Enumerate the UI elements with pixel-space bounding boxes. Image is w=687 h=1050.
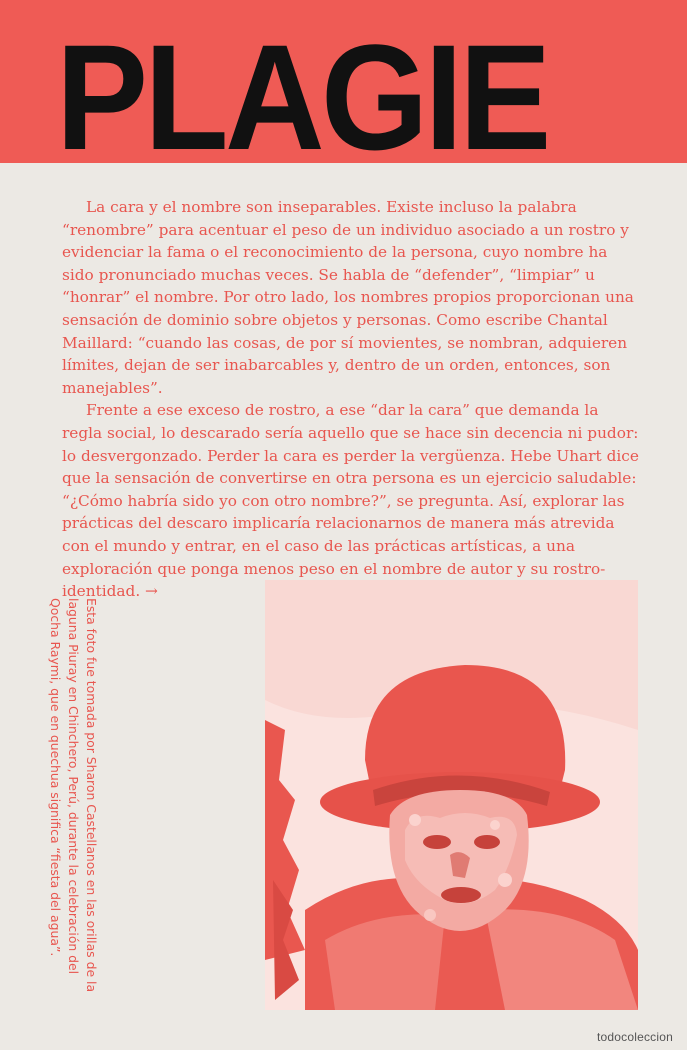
article-paragraph: Frente a ese exceso de rostro, a ese “dar la cara” que demanda la regla social, lo descarado sería aquello que se hace sin decencia ni pudor: lo desvergonzado. Perder la cara es perder la vergüenza. Hebe Uhart dice que la sensación de convertirse en otra persona es un ejercicio saludable: “¿Cómo habría sido yo con otro nombre?”, se pregunta. Así, explorar las prácticas del descaro implicaría relacionarnos de manera más atrevida con el mundo y entrar, en el caso de las prácticas artísticas, a una exploración que ponga menos peso en el nombre de autor y su rostro-identidad. → [62, 401, 639, 601]
article-body [62, 196, 642, 603]
masthead-title: PLAGIE [56, 13, 548, 181]
photo-masked-figure [265, 580, 638, 1010]
article-paragraph: La cara y el nombre son inseparables. Existe incluso la palabra “renombre” para acentuar el peso de un individuo asociado a un rostro y evidenciar la fama o el reconocimiento de la persona, cuyo nombre ha sido pronunciado muchas veces. Se habla de “defender”, “limpiar” u “honrar” el nombre. Por otro lado, los nombres propios proporcionan una sensación de dominio sobre objetos y personas. Como escribe Chantal Maillard: “cuando las cosas, de por sí movientes, se nombran, adquieren límites, dejan de ser inabarcables y, dentro de un orden, entonces, son manejables”. [62, 198, 634, 397]
caption-text: Esta foto fue tomada por Sharon Castellanos en las orillas de la laguna Piuray en Chinchero, Perú, durante la celebración del Qocha Raymi, que en quechua significa “fiesta del agua”. [48, 598, 99, 993]
photo-caption [48, 598, 156, 998]
watermark: todocoleccion [597, 1030, 673, 1044]
